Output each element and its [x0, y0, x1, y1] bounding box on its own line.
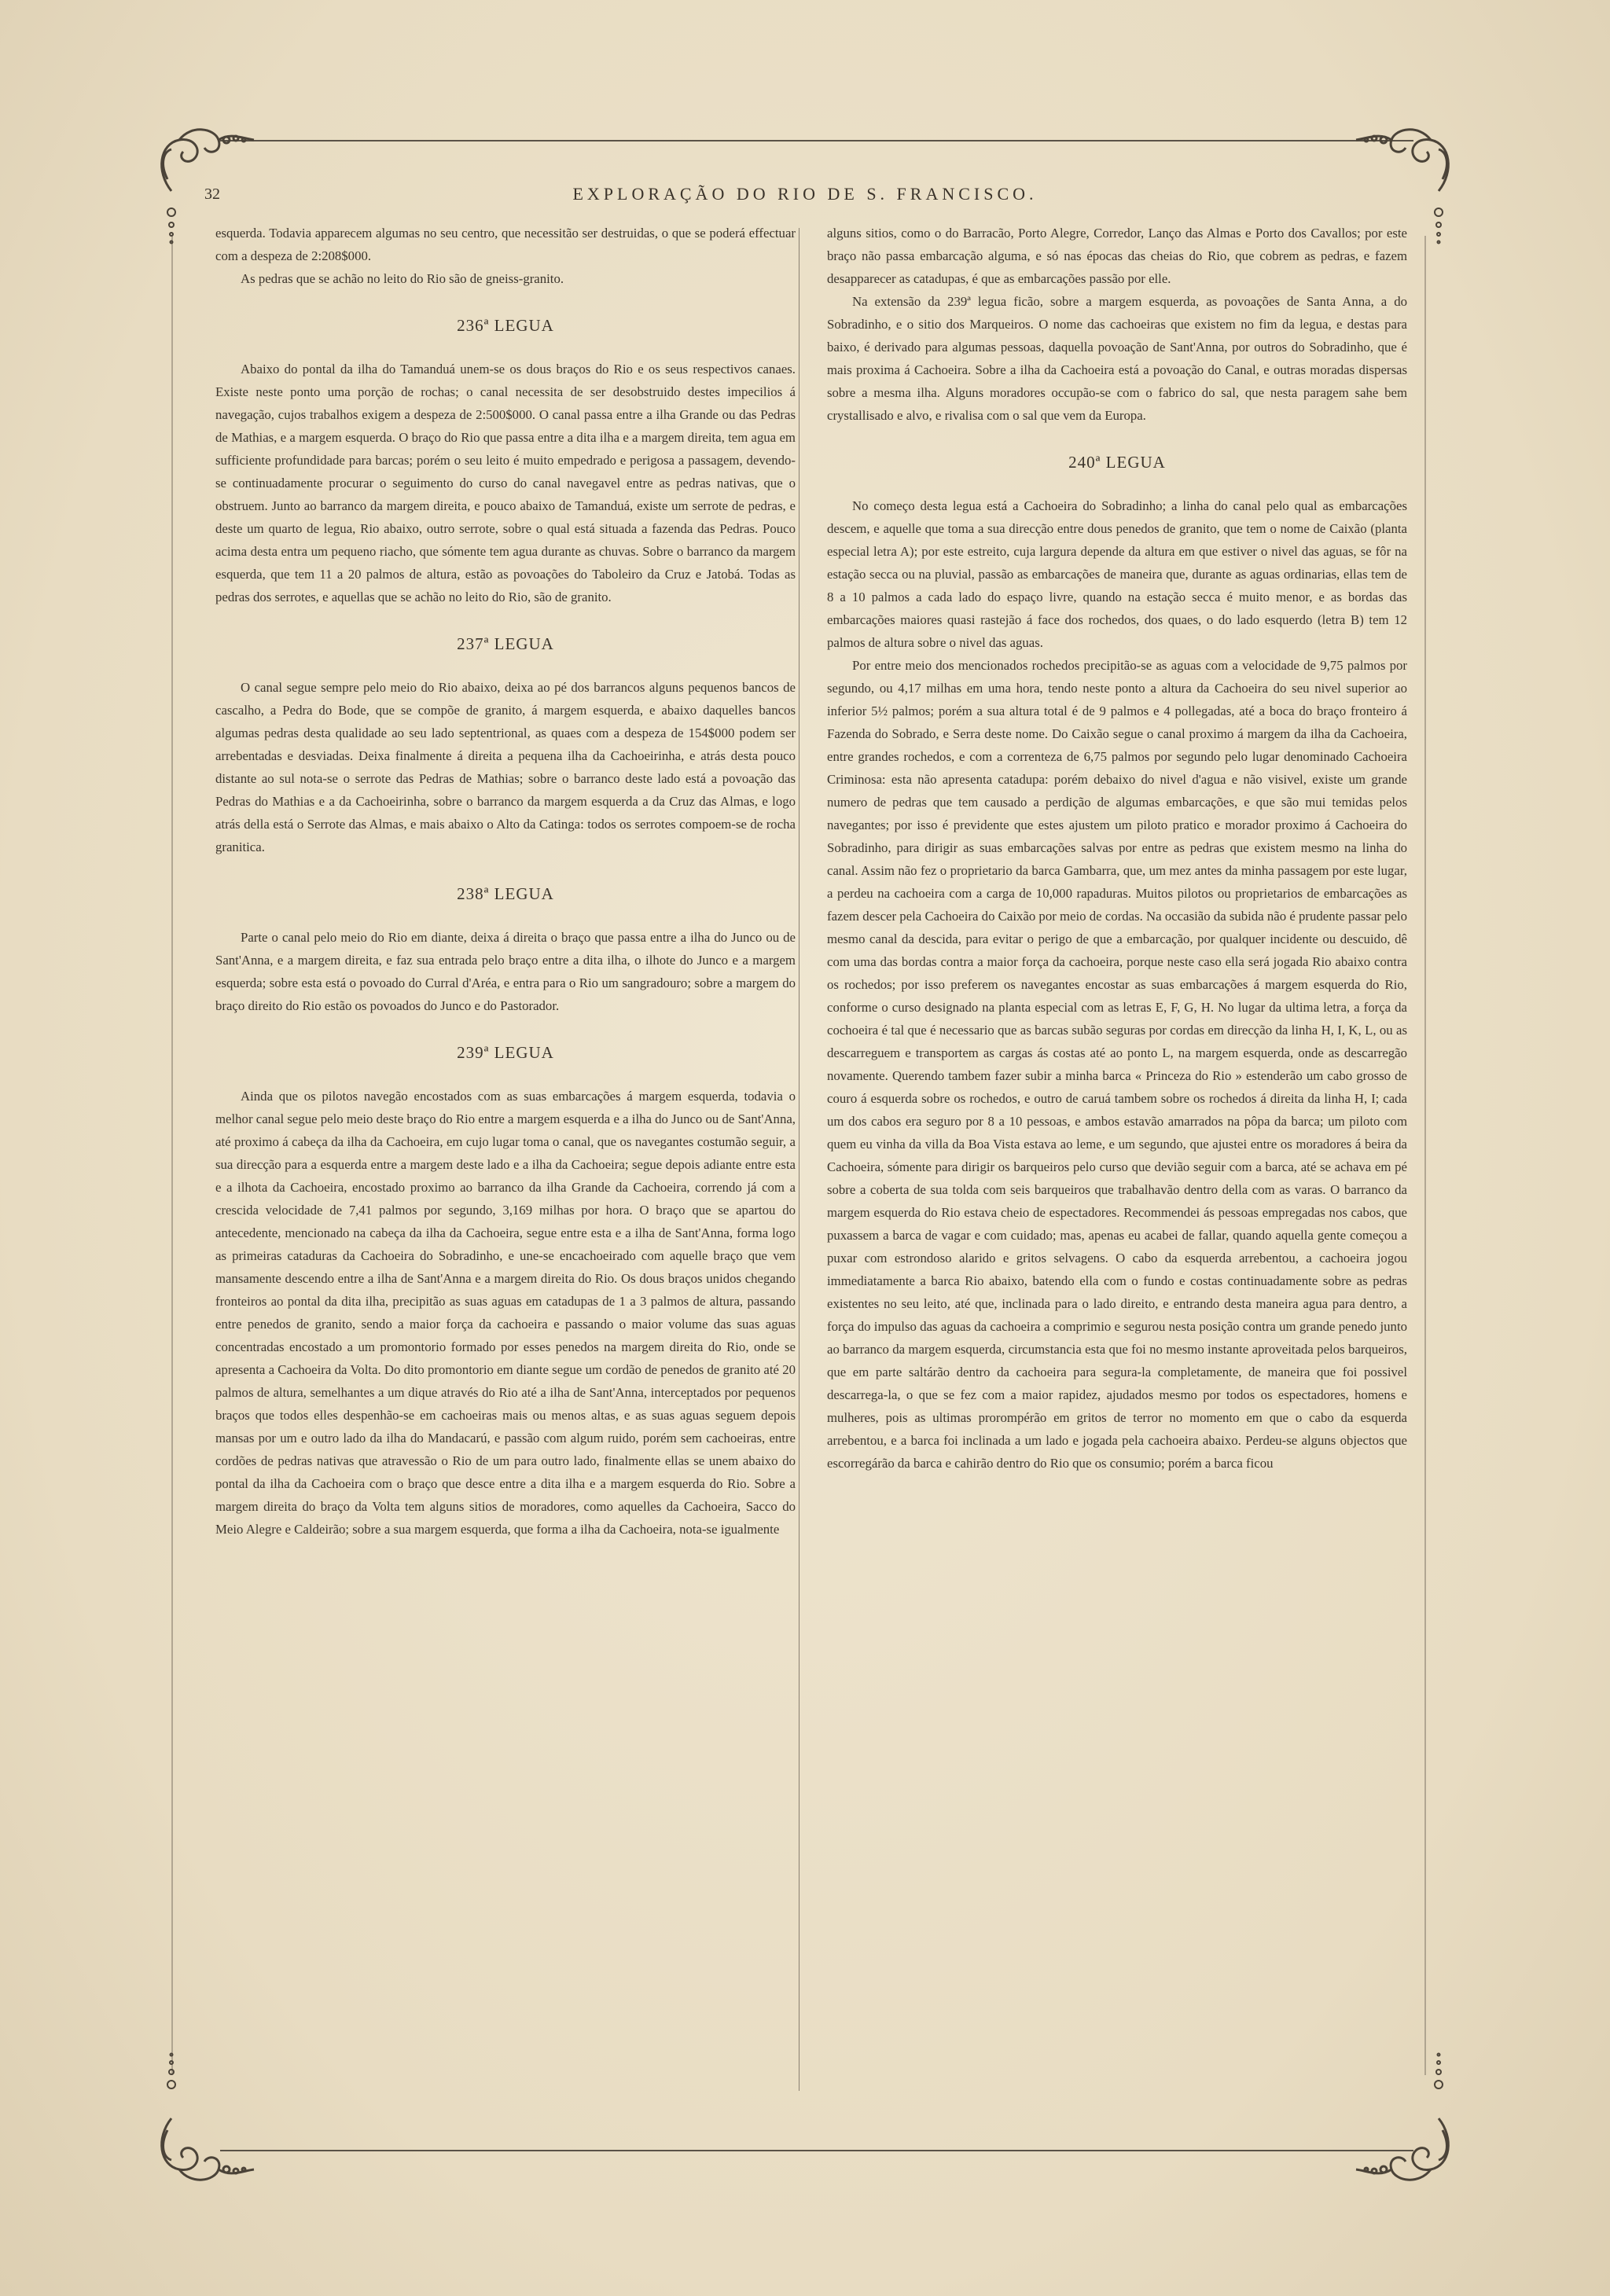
flourish-icon [1429, 206, 1448, 261]
paragraph: Ainda que os pilotos navegão encostados com as suas embarcações á margem esquerda, todavia o melhor canal segue pelo meio deste braço do Rio entre a margem esquerda e a ilha do Junco ou de Sant'Anna, até proximo á cabeça da ilha da Cachoeira, em cujo lugar toma o canal, que os navegantes costumão seguir, a sua direcção para a esquerda entre a margem deste lado e a ilha da Cachoeira; segue depois adiante entre esta e a ilhota da Cachoeira, encostado proximo ao barranco da ilha Grande da Cachoeira, correndo já com a crescida velocidade de 7,41 palmos por segundo, 3,169 milhas por hora. O braço que se apartou do antecedente, mencionado na cabeça da ilha da Cachoeira, segue entre esta e a ilha de Sant'Anna, forma logo as primeiras cataduras da Cachoeira do Sobradinho, e une-se encachoeirado com aquelle braço que vem mansamente descendo entre a ilha de Sant'Anna e a margem direita do Rio. Os dous braços unidos chegando fronteiros ao pontal da dita ilha, precipitão as suas aguas em catadupas de 1 a 3 palmos de altura, passando entre penedos de granito, sendo a maior força da cachoeira e passando o maior volume das suas aguas concentradas encostado a um promontorio formado por esses penedos na margem direita do Rio, onde se apresenta a Cachoeira da Volta. Do dito promontorio em diante segue um cordão de penedos de granito até 20 palmos de altura, semelhantes a um dique através do Rio até a ilha de Sant'Anna, interceptados por pequenos braços que todos elles despenhão-se em cachoeiras mais ou menos altas, e as suas aguas seguem depois mansas por um e outro lado da ilha do Mandacarú, e passão com algum ruido, porém sem cachoeiras, entre cordões de pedras nativas que atravessão o Rio de um para outro lado, finalmente ellas se unem abaixo do pontal da ilha da Cachoeira com o braço que desce entre a dita ilha e a margem esquerda do Rio. Sobre a margem direita do braço da Volta tem alguns sitios de moradores, como aquelles da Cachoeira, Sacco do Meio Alegre e Caldeirão; sobre a sua margem esquerda, que forma a ilha da Cachoeira, nota-se igualmente [215, 1089, 796, 1537]
flourish-icon [162, 2036, 181, 2091]
section-heading-238: 238ª LEGUA [457, 884, 554, 903]
section-heading-239: 239ª LEGUA [457, 1043, 554, 1062]
page-number: 32 [204, 186, 220, 203]
paragraph: Por entre meio dos mencionados rochedos precipitão-se as aguas com a velocidade de 9,75 palmos por segundo, ou 4,17 milhas em uma hora, tendo neste ponto a altura da Cachoeira do seu nivel superior ao inferior 5½ palmos; porém a sua altura total é de 9 palmos e 4 pollegadas, até a boca do braço fronteiro á Fazenda do Sobrado, e Serra deste nome. Do Caixão segue o canal proximo á margem da ilha da Cachoeira, entre grandes rochedos, e com a correnteza de 6,75 palmos por segundo pelo lugar denominado Cachoeira Criminosa: esta não apresenta catadupa: porém debaixo do nivel d'agua e não visivel, existe um grande numero de pedras que tem causado a perdição de algumas embarcações, e que são mui temidas pelos navegantes; por isso é previdente que estes ajustem um piloto pratico e morador proximo á Cachoeira do Sobradinho, para dirigir as suas embarcações salvas por entre as pedras que existem mesmo na linha do canal. Assim não fez o proprietario da barca Gambarra, que, um mez antes da minha passagem por este lugar, a perdeu na cachoeira com a carga de 10,000 rapaduras. Muitos pilotos ou proprietarios de embarcações as fazem descer pela Cachoeira do Caixão por meio de cordas. Na occasião da subida não é prudente passar pelo mesmo canal da descida, para evitar o perigo de que a embarcação, por qualquer incidente ou descuido, dê com uma das bordas contra a maior força da cachoeira, porque neste caso ella será jogada Rio abaixo contra os rochedos; por isso preferem os navegantes encostar as suas embarcações á margem esquerda do Rio, conforme o curso designado na planta especial com as letras E, F, G, H. No lugar da ultima letra, a força da cochoeira é tal que é necessario que as barcas subão seguras por cordas em direcção da linha H, I, K, L, ou as descarreguem e transportem as cargas ás costas até ao ponto L, na margem esquerda, onde as descarregão novamente. Querendo tambem fazer subir a minha barca « Princeza do Rio » estenderão um cabo grosso de couro á esquerda sobre os rochedos, e outro de caruá tambem sobre os rochedos á direita da linha H, I; cada um dos cabos era seguro por 8 a 10 pessoas, e ambos estavão amarrados na pôpa da barca; um piloto com quem eu vinha da villa da Boa Vista estava ao leme, e um segundo, que ajustei entre os moradores á beira da Cachoeira, sómente para dirigir os barqueiros pelo curso que devião seguir com a barca, até se achava em pé sobre a coberta de sua tolda com seis barqueiros que trabalhavão dentro della com as varas. O barranco da margem esquerda do Rio estava cheio de espectadores. Recommendei ás pessoas empregadas nos cabos, que puxassem a barca de vagar e com cuidado; mas, apenas eu acabei de fallar, quando aquella gente começou a puxar com estrondoso alarido e gritos selvagens. O cabo da esquerda arrebentou, a cachoeira jogou immediatamente a barca Rio abaixo, batendo ella com o fundo e costas continuadamente sobre as pedras existentes no seu leito, até que, inclinada para o lado direito, e entrando desta maneira agua para dentro, a força do impulso das aguas da cachoeira a comprimio e segurou nesta posição contra um grande penedo junto ao barranco da margem esquerda, circumstancia esta que foi no mesmo instante aproveitada pelos barqueiros, que em parte saltárão dentro da cachoeira para segura-la completamente, de maneira que foi possivel descarrega-la, o que se fez com a maior rapidez, ajudados mesmo por todos os espectadores, homens e mulheres, pois as ultimas prorompérão em gritos de terror no momento em que o cabo da esquerda arrebentou, e a barca foi inclinada a um lado e jogada pela cachoeira abaixo. Perdeu-se alguns objectos que escorregárão da barca e cahirão dentro do Rio que os consumio; porém a barca ficou [827, 658, 1407, 1471]
flourish-icon [1429, 2036, 1448, 2091]
bottom-rule [220, 2150, 1413, 2151]
paragraph: Abaixo do pontal da ilha do Tamanduá unem-se os dous braços do Rio e os seus respectivos canaes. Existe neste ponto uma porção de rochas; o canal necessita de ser desobstruido destes impecilios á navegação, cujos trabalhos exigem a despeza de 2:500$000. O canal passa entre a ilha Grande ou das Pedras de Mathias, e a margem esquerda. O braço do Rio que passa entre a dita ilha e a margem direita, tem agua em sufficiente profundidade para barcas; porém o seu leito é muito empedrado e perigosa a passagem, devendo-se continuadamente procurar o seguimento do curso do canal navegavel entre as pedras nativas, que o obstruem. Junto ao barranco da margem direita, e pouco abaixo de Tamanduá, existe um serrote de pedras, e deste um quarto de legua, Rio abaixo, outro serrote, sobre o qual está situada a fazenda das Pedras. Pouco acima desta entra um pequeno riacho, que sómente tem agua durante as chuvas. Sobre o barranco da margem esquerda, que tem 11 a 20 palmos de altura, estão as povoações do Taboleiro da Cruz e Jatobá. Todas as pedras dos serrotes, e aquellas que se achão no leito do Rio, são de granito. [215, 362, 796, 604]
paragraph: alguns sitios, como o do Barracão, Porto Alegre, Corredor, Lanço das Almas e Porto dos Cavallos; por este braço não passa embarcação alguma, e só nas épocas das cheias do Rio, que cobrem as pedras, e fazem desapparecer as catadupas, é que as embarcações passão por elle. [827, 226, 1407, 286]
right-border-rule [1424, 236, 1426, 2075]
paragraph: O canal segue sempre pelo meio do Rio abaixo, deixa ao pé dos barrancos alguns pequenos bancos de cascalho, a Pedra do Bode, que se compõe de granito, á margem esquerda, e abaixo daquelles bancos algumas pedras desta qualidade ao seu lado septentrional, as quaes com a despeza de 154$000 podem ser arrebentadas e desviadas. Deixa finalmente á direita a pequena ilha da Cachoeirinha, e atrás desta pouco distante ao sul nota-se o serrote das Pedras de Mathias; sobre o barranco deste lado está a povoação das Pedras do Mathias e a da Cachoeirinha, sobre o barranco da margem esquerda a da Cruz das Almas, e logo atrás della está o Serrote das Almas, e mais abaixo o Alto da Catinga: todos os serrotes compoem-se de rocha granitica. [215, 680, 796, 854]
right-column [827, 222, 1407, 1475]
section-heading-237: 237ª LEGUA [457, 634, 554, 653]
section-heading-236: 236ª LEGUA [457, 316, 554, 335]
left-border-rule [171, 236, 173, 2075]
section-heading-240: 240ª LEGUA [1068, 453, 1166, 472]
scroll-ornament-icon [1352, 2107, 1462, 2193]
paragraph: As pedras que se achão no leito do Rio são de gneiss-granito. [241, 271, 564, 286]
scroll-ornament-icon [148, 2107, 258, 2193]
left-column [215, 222, 796, 1541]
top-rule [220, 140, 1413, 141]
running-title: EXPLORAÇÃO DO RIO DE S. FRANCISCO. [572, 184, 1038, 204]
paragraph: Na extensão da 239ª legua ficão, sobre a margem esquerda, as povoações de Santa Anna, a do Sobradinho, e o sitio dos Marqueiros. O nome das cachoeiras que existem no fim da legua, e destas para baixo, é derivado para algumas pessoas, daquella povoação de Sant'Anna, por outros do Sobradinho, que é mais proxima á Cachoeira. Sobre a ilha da Cachoeira está a povoação do Canal, e outras moradas dispersas sobre a mesma ilha. Alguns moradores occupão-se com o fabrico do sal, que nesta paragem sahe bem crystallisado e alvo, e rivalisa com o sal que vem da Europa. [827, 294, 1407, 423]
paragraph: esquerda. Todavia apparecem algumas no seu centro, que necessitão ser destruidas, o que se poderá effectuar com a despeza de 2:208$000. [215, 226, 796, 263]
paragraph: No começo desta legua está a Cachoeira do Sobradinho; a linha do canal pelo qual as embarcações descem, e aquelle que toma a sua direcção entre dous penedos de granito, que tem o nome de Caixão (planta especial letra A); por este estreito, cuja largura depende da altura em que estiver o nivel das aguas, se fôr na estação secca ou na pluvial, passão as embarcações de maneira que, durante as aguas ordinarias, ellas tem de 8 a 10 palmos a cada lado do espaço livre, quando na estação secca é muito menor, e as bordas das embarcações maiores quasi rastejão á face dos rochedos, dos quaes, o do lado esquerdo (letra B) tem 12 palmos de altura sobre o nivel das aguas. [827, 498, 1407, 650]
paragraph: Parte o canal pelo meio do Rio em diante, deixa á direita o braço que passa entre a ilha do Junco ou de Sant'Anna, e a margem direita, e faz sua entrada pelo braço entre a dita ilha, o ilhote do Junco e a margem esquerda; sobre esta está o povoado do Curral d'Aréa, e entra para o Rio um sangradouro; sobre a margem do braço direito do Rio estão os povoados do Junco e do Pastorador. [215, 930, 796, 1013]
flourish-icon [162, 206, 181, 261]
